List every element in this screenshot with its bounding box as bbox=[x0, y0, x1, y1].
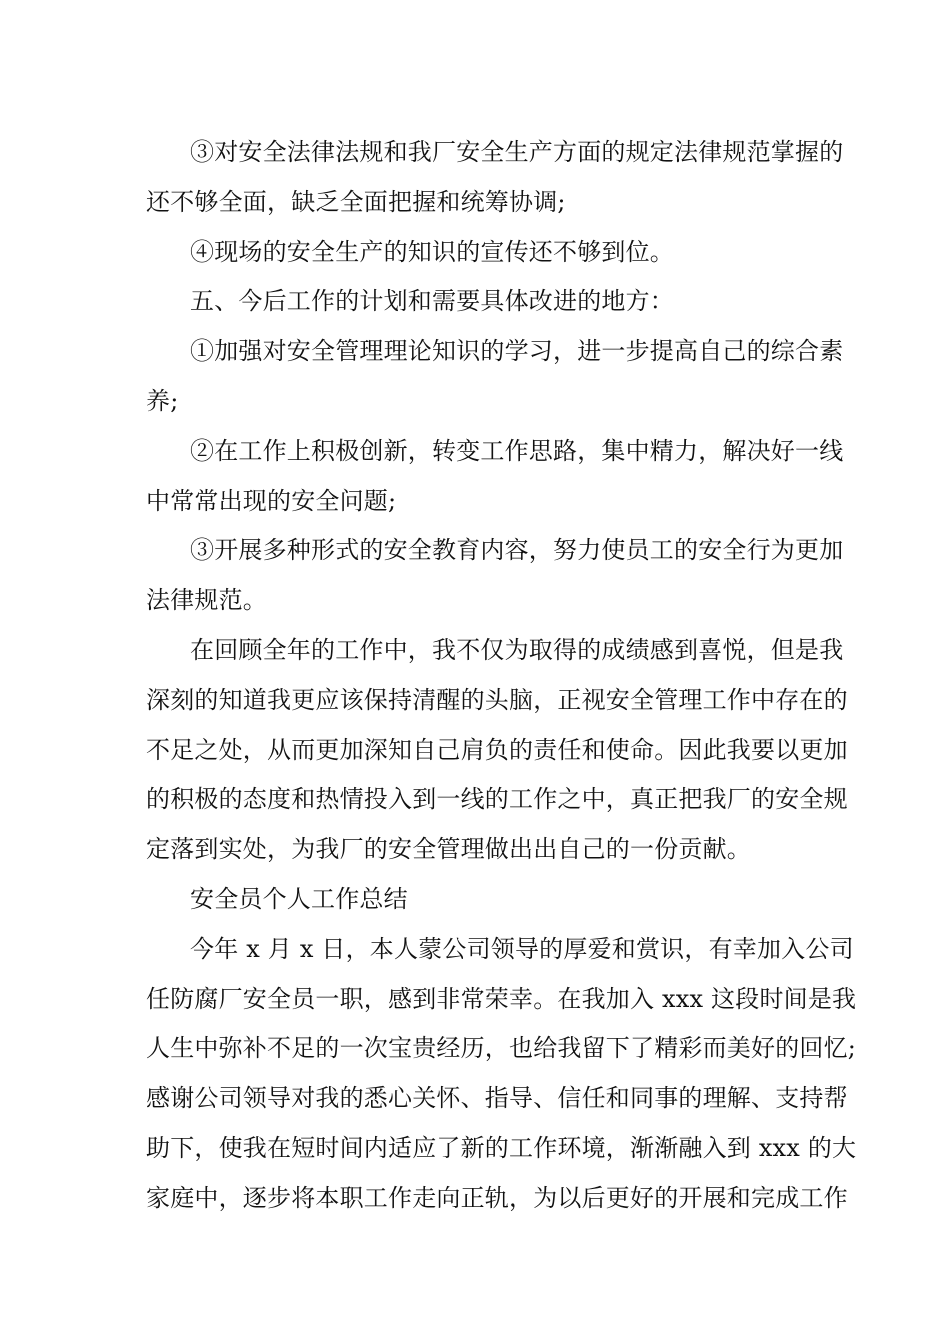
text-line: 的积极的态度和热情投入到一线的工作之中，真正把我厂的安全规 bbox=[146, 785, 848, 814]
text-line: 任防腐厂安全员一职，感到非常荣幸。在我加入 xxx 这段时间是我 bbox=[146, 984, 857, 1013]
paragraph-plan-3 bbox=[146, 526, 844, 626]
paragraph-plan-1 bbox=[146, 327, 844, 427]
paragraph-plan-2 bbox=[146, 427, 844, 527]
text-line: 助下，使我在短时间内适应了新的工作环境，渐渐融入到 xxx 的大 bbox=[146, 1133, 857, 1162]
text-line: ①加强对安全管理理论知识的学习，进一步提高自己的综合素 bbox=[190, 337, 844, 366]
text-line: ③开展多种形式的安全教育内容，努力使员工的安全行为更加 bbox=[190, 536, 844, 565]
document-page bbox=[146, 128, 857, 1224]
text-line: 不足之处，从而更加深知自己肩负的责任和使命。因此我要以更加 bbox=[146, 735, 848, 764]
paragraph-conclusion bbox=[146, 626, 848, 875]
paragraph-shortcoming-4 bbox=[146, 228, 806, 278]
text-line: 养; bbox=[146, 386, 179, 415]
text-line: 五、今后工作的计划和需要具体改进的地方： bbox=[190, 287, 674, 316]
text-line: 安全员个人工作总结 bbox=[190, 884, 408, 913]
text-line: 法律规范。 bbox=[146, 586, 267, 615]
text-line: ④现场的安全生产的知识的宣传还不够到位。 bbox=[190, 237, 674, 266]
text-line: 在回顾全年的工作中，我不仅为取得的成绩感到喜悦，但是我 bbox=[190, 635, 844, 664]
paragraph-shortcoming-3 bbox=[146, 128, 844, 228]
text-line: ②在工作上积极创新，转变工作思路，集中精力，解决好一线 bbox=[190, 436, 844, 465]
text-line: 中常常出现的安全问题; bbox=[146, 486, 397, 515]
text-line: 人生中弥补不足的一次宝贵经历，也给我留下了精彩而美好的回忆; bbox=[146, 1034, 857, 1063]
text-line: 深刻的知道我更应该保持清醒的头脑，正视安全管理工作中存在的 bbox=[146, 685, 848, 714]
paragraph-intro bbox=[146, 925, 857, 1224]
text-line: ③对安全法律法规和我厂安全生产方面的规定法律规范掌握的 bbox=[190, 138, 844, 166]
text-line: 今年 x 月 x 日，本人蒙公司领导的厚爱和赏识，有幸加入公司 bbox=[190, 934, 854, 963]
text-line: 感谢公司领导对我的悉心关怀、指导、信任和同事的理解、支持帮 bbox=[146, 1084, 848, 1113]
text-line: 定落到实处，为我厂的安全管理做出出自己的一份贡献。 bbox=[146, 835, 751, 864]
text-line: 还不够全面，缺乏全面把握和统筹协调; bbox=[146, 187, 566, 216]
section-heading-future-plans bbox=[146, 277, 806, 327]
text-line: 家庭中，逐步将本职工作走向正轨，为以后更好的开展和完成工作 bbox=[146, 1183, 848, 1212]
document-title bbox=[146, 875, 806, 925]
